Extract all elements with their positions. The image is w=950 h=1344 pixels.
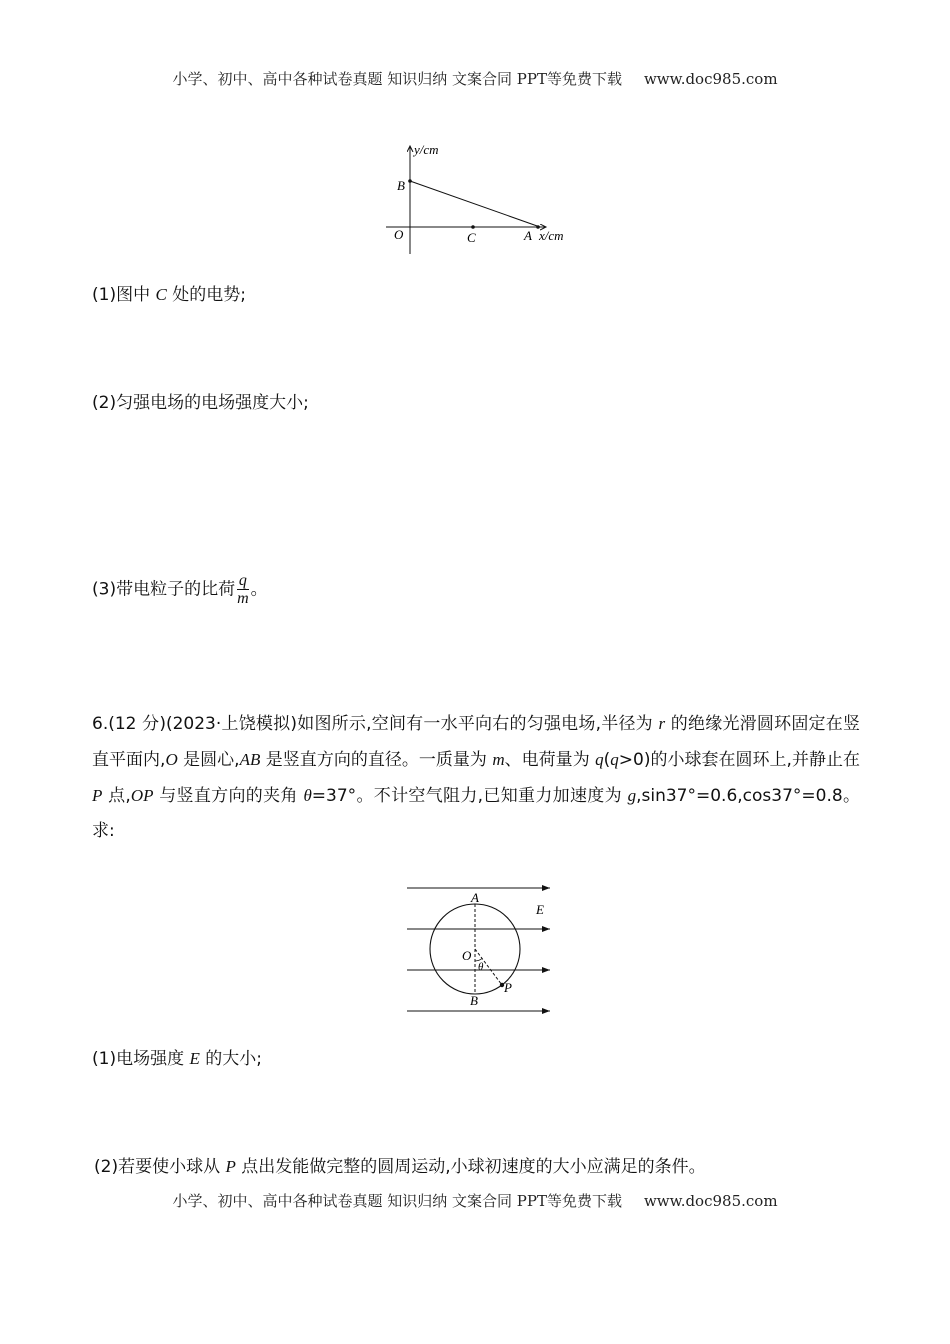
coordinate-figure: [378, 138, 578, 260]
fraction-q-over-m: $\frac{q}{m}$: [237, 572, 249, 607]
label-O: O: [394, 227, 404, 242]
header-text: 小学、初中、高中各种试卷真题 知识归纳 文案合同 PPT等免费下载: [172, 70, 622, 88]
label-B: B: [470, 993, 478, 1008]
label-P: P: [504, 980, 512, 995]
ring-electric-field-figure: [400, 878, 560, 1020]
point-C-dot: [471, 225, 475, 229]
label-O: O: [462, 948, 472, 963]
footer-text: 小学、初中、高中各种试卷真题 知识归纳 文案合同 PPT等免费下载: [172, 1192, 622, 1210]
label-theta: θ: [478, 961, 484, 973]
label-C: C: [467, 230, 476, 245]
page-footer: [0, 1190, 950, 1211]
y-axis-label: y/cm: [414, 142, 439, 157]
q6-part-1-question: (1)电场强度 E 的大小;: [92, 1049, 263, 1069]
label-A: A: [524, 228, 532, 243]
part-1-question: (1)图中 C 处的电势;: [92, 285, 246, 305]
part-3-question: (3)带电粒子的比荷 $\frac{q}{m}$ 。: [92, 572, 268, 607]
problem-6-text: 6.(12 分)(2023·上饶模拟)如图所示,空间有一水平向右的匀强电场,半径为 r 的绝缘光滑圆环固定在竖直平面内,O 是圆心,AB 是竖直方向的直径。一质量为 m、电荷量为 q(q>0)的小球套在圆环上,并静止在 P 点,OP 与竖直方向的夹角 θ=37°。不计空气阻力,已知重力加速度为 g,sin37°=0.6,cos37°=0.8。求:: [92, 714, 861, 841]
point-B-dot: [408, 179, 412, 183]
part-2-question: (2)匀强电场的电场强度大小;: [92, 393, 309, 413]
x-axis-label: x/cm: [539, 228, 564, 243]
footer-url[interactable]: www.doc985.com: [643, 1192, 778, 1210]
page-header: [0, 68, 950, 89]
label-A: A: [471, 890, 479, 905]
label-E: E: [536, 902, 544, 917]
label-B: B: [397, 178, 405, 193]
line-BA: [410, 181, 540, 227]
header-url[interactable]: www.doc985.com: [643, 70, 778, 88]
q6-part-2-question: (2)若要使小球从 P 点出发能做完整的圆周运动,小球初速度的大小应满足的条件。: [94, 1157, 706, 1177]
